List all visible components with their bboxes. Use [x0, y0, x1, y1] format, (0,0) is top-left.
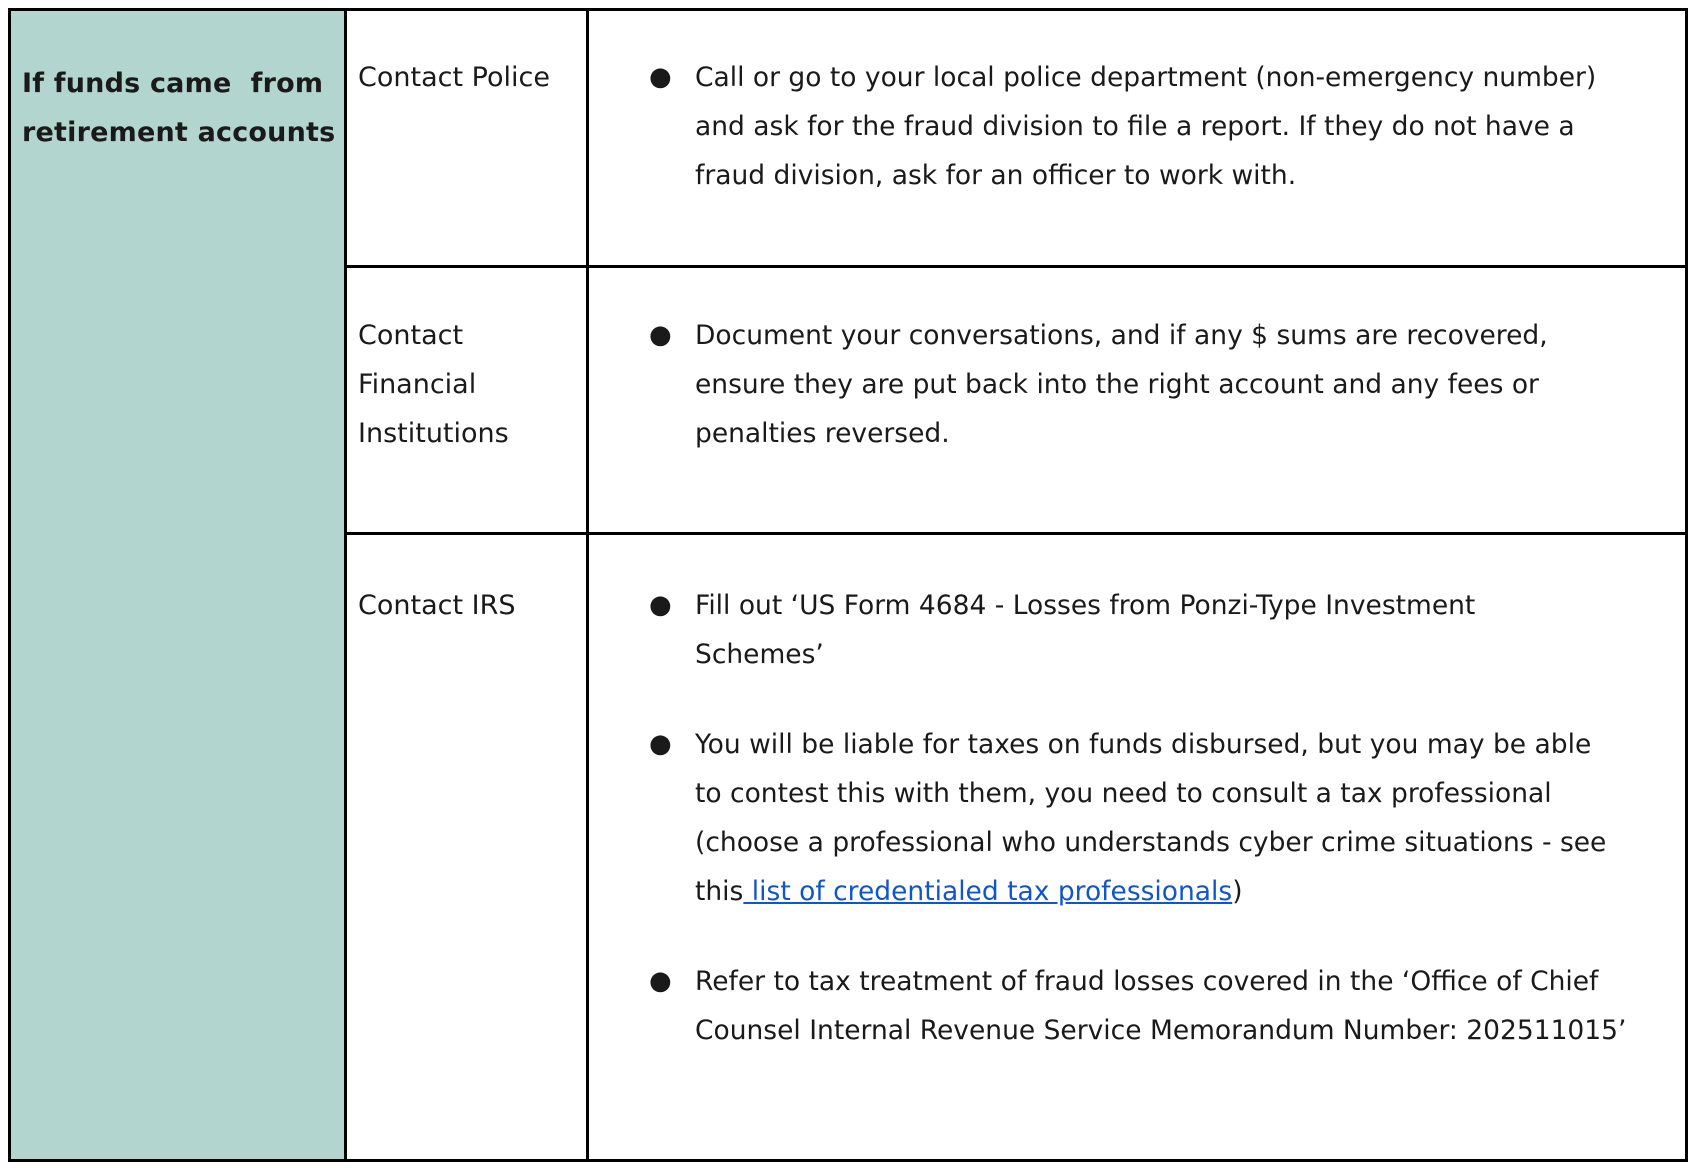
category-cell	[11, 11, 347, 1159]
bullet-text-form-4684	[695, 581, 1690, 679]
category-heading-line-2: retirement accounts	[22, 117, 336, 148]
bullet-line: (choose a professional who understands cyber crime situations - see	[695, 827, 1607, 858]
action-label-police: Contact Police	[358, 62, 550, 93]
bullet-icon: ●	[649, 729, 672, 759]
table-row-financial-institutions	[347, 268, 1685, 535]
bullet-line: Call or go to your local police department (non-emergency number)	[695, 62, 1597, 93]
bullet-line: to contest this with them, you need to consult a tax professional	[695, 778, 1552, 809]
action-label-line: Contact	[358, 320, 464, 351]
table-row-irs	[347, 535, 1685, 1159]
category-heading	[22, 59, 335, 157]
bullet-icon: ●	[649, 320, 672, 350]
bullet-line: and ask for the fraud division to file a report. If they do not have a	[695, 111, 1575, 142]
bullet-line: fraud division, ask for an officer to work with.	[695, 160, 1297, 191]
action-label-financial-institutions	[358, 311, 583, 458]
details-cell-police	[589, 11, 1685, 265]
link-suffix: )	[1232, 876, 1243, 907]
details-cell-financial-institutions	[589, 268, 1685, 532]
action-cell-financial-institutions	[347, 268, 589, 532]
bullet-line: Schemes’	[695, 639, 824, 670]
bullet-line: penalties reversed.	[695, 418, 950, 449]
bullet-line: Counsel Internal Revenue Service Memorandum Number: 202511015’	[695, 1015, 1627, 1046]
guidance-table	[8, 8, 1688, 1162]
action-cell-police	[347, 11, 589, 265]
bullet-line: You will be liable for taxes on funds disbursed, but you may be able	[695, 729, 1592, 760]
action-label-line: Institutions	[358, 418, 509, 449]
bullet-line-with-link	[695, 867, 1690, 916]
category-heading-line-1: If funds came from	[22, 68, 324, 99]
bullet-line: ensure they are put back into the right account and any fees or	[695, 369, 1539, 400]
bullet-line: Refer to tax treatment of fraud losses covered in the ‘Office of Chief	[695, 966, 1599, 997]
bullet-text-memorandum	[695, 957, 1690, 1055]
action-cell-irs	[347, 535, 589, 1159]
bullet-line: Document your conversations, and if any $ sums are recovered,	[695, 320, 1548, 351]
bullet-icon: ●	[649, 966, 672, 996]
action-label-irs: Contact IRS	[358, 590, 516, 621]
bullet-text-police	[695, 53, 1690, 200]
bullet-line: Fill out ‘US Form 4684 - Losses from Ponzi-Type Investment	[695, 590, 1476, 621]
details-cell-irs	[589, 535, 1685, 1159]
link-prefix: this	[695, 876, 744, 907]
bullet-icon: ●	[649, 590, 672, 620]
bullet-icon: ●	[649, 62, 672, 92]
tax-professionals-link[interactable]: list of credentialed tax professionals	[743, 876, 1233, 907]
table-row-police	[347, 11, 1685, 268]
action-label-line: Financial	[358, 369, 477, 400]
bullet-text-tax-liability	[695, 720, 1690, 916]
bullet-text-financial	[695, 311, 1690, 458]
